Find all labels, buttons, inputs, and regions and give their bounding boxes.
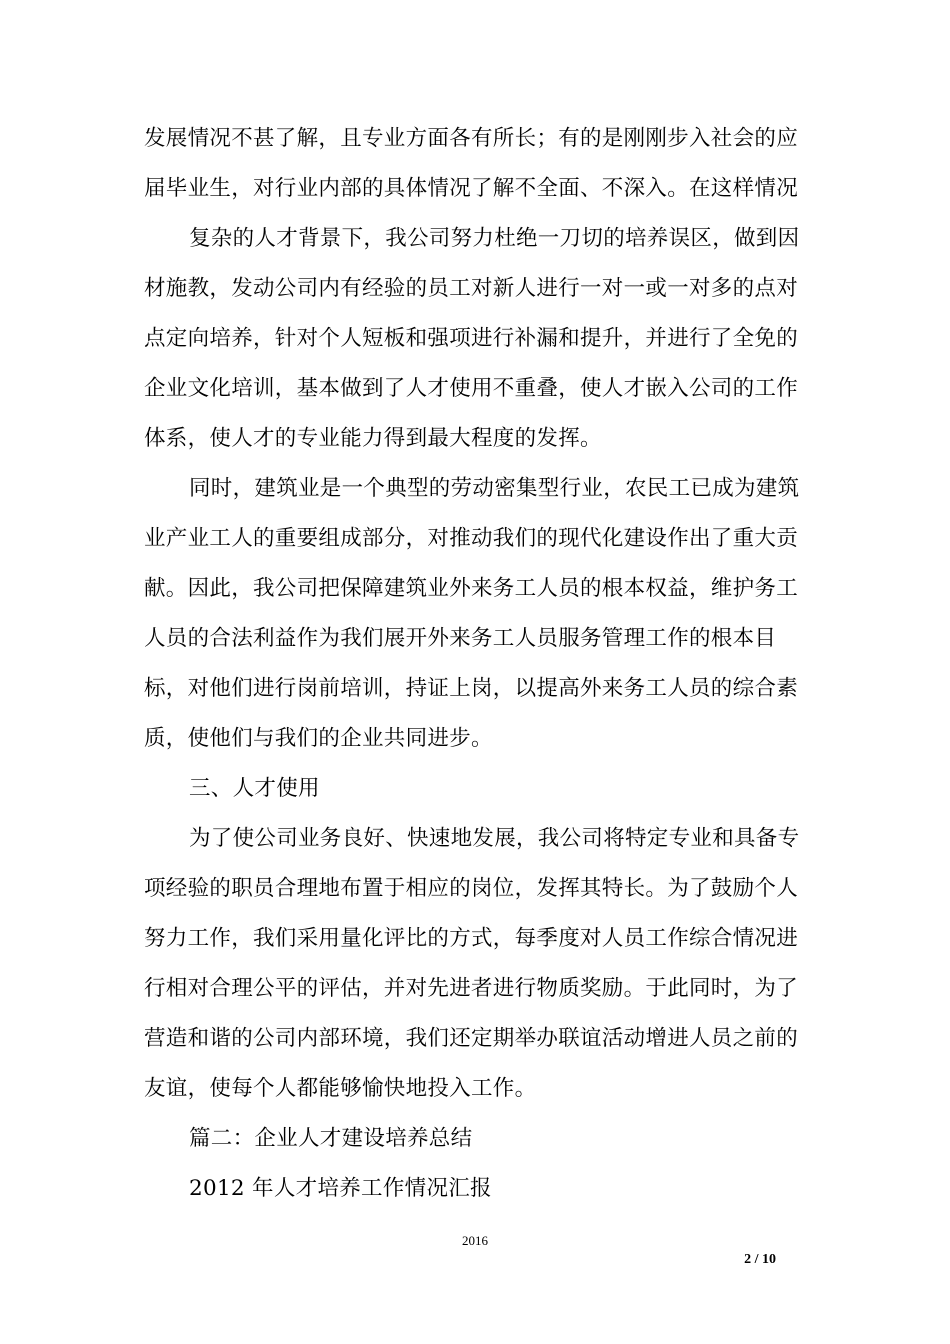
body-line: 项经验的职员合理地布置于相应的岗位，发挥其特长。为了鼓励个人 [144, 876, 799, 901]
body-line: 业产业工人的重要组成部分，对推动我们的现代化建设作出了重大贡 [144, 526, 799, 551]
body-line: 复杂的人才背景下，我公司努力杜绝一刀切的培养误区，做到因 [189, 226, 800, 251]
section-heading: 三、人才使用 [189, 776, 320, 801]
body-line: 献。因此，我公司把保障建筑业外来务工人员的根本权益，维护务工 [144, 576, 799, 601]
footer-year: 2016 [462, 1233, 488, 1248]
body-line: 点定向培养，针对个人短板和强项进行补漏和提升，并进行了全免的 [144, 326, 799, 351]
body-line: 届毕业生，对行业内部的具体情况了解不全面、不深入。在这样情况 [144, 176, 799, 201]
body-line: 营造和谐的公司内部环境，我们还定期举办联谊活动增进人员之前的 [144, 1026, 799, 1051]
body-line: 体系，使人才的专业能力得到最大程度的发挥。 [144, 426, 602, 451]
document-body [144, 114, 814, 1214]
page-number: 2 / 10 [744, 1252, 776, 1267]
body-line: 质，使他们与我们的企业共同进步。 [144, 726, 493, 751]
body-line: 同时，建筑业是一个典型的劳动密集型行业，农民工已成为建筑 [189, 476, 800, 501]
body-line: 企业文化培训，基本做到了人才使用不重叠，使人才嵌入公司的工作 [144, 376, 799, 401]
report-title: 2012 年人才培养工作情况汇报 [189, 1176, 492, 1201]
body-line: 努力工作，我们采用量化评比的方式，每季度对人员工作综合情况进 [144, 926, 799, 951]
body-line: 人员的合法利益作为我们展开外来务工人员服务管理工作的根本目 [144, 626, 777, 651]
body-line: 行相对合理公平的评估，并对先进者进行物质奖励。于此同时，为了 [144, 976, 799, 1001]
body-line: 标，对他们进行岗前培训，持证上岗，以提高外来务工人员的综合素 [144, 676, 799, 701]
chapter-heading: 篇二：企业人才建设培养总结 [189, 1126, 473, 1151]
body-line: 材施教，发动公司内有经验的员工对新人进行一对一或一对多的点对 [144, 276, 799, 301]
body-line: 友谊，使每个人都能够愉快地投入工作。 [144, 1076, 537, 1101]
body-line: 为了使公司业务良好、快速地发展，我公司将特定专业和具备专 [189, 826, 800, 851]
body-line: 发展情况不甚了解，且专业方面各有所长；有的是刚刚步入社会的应 [144, 126, 799, 151]
